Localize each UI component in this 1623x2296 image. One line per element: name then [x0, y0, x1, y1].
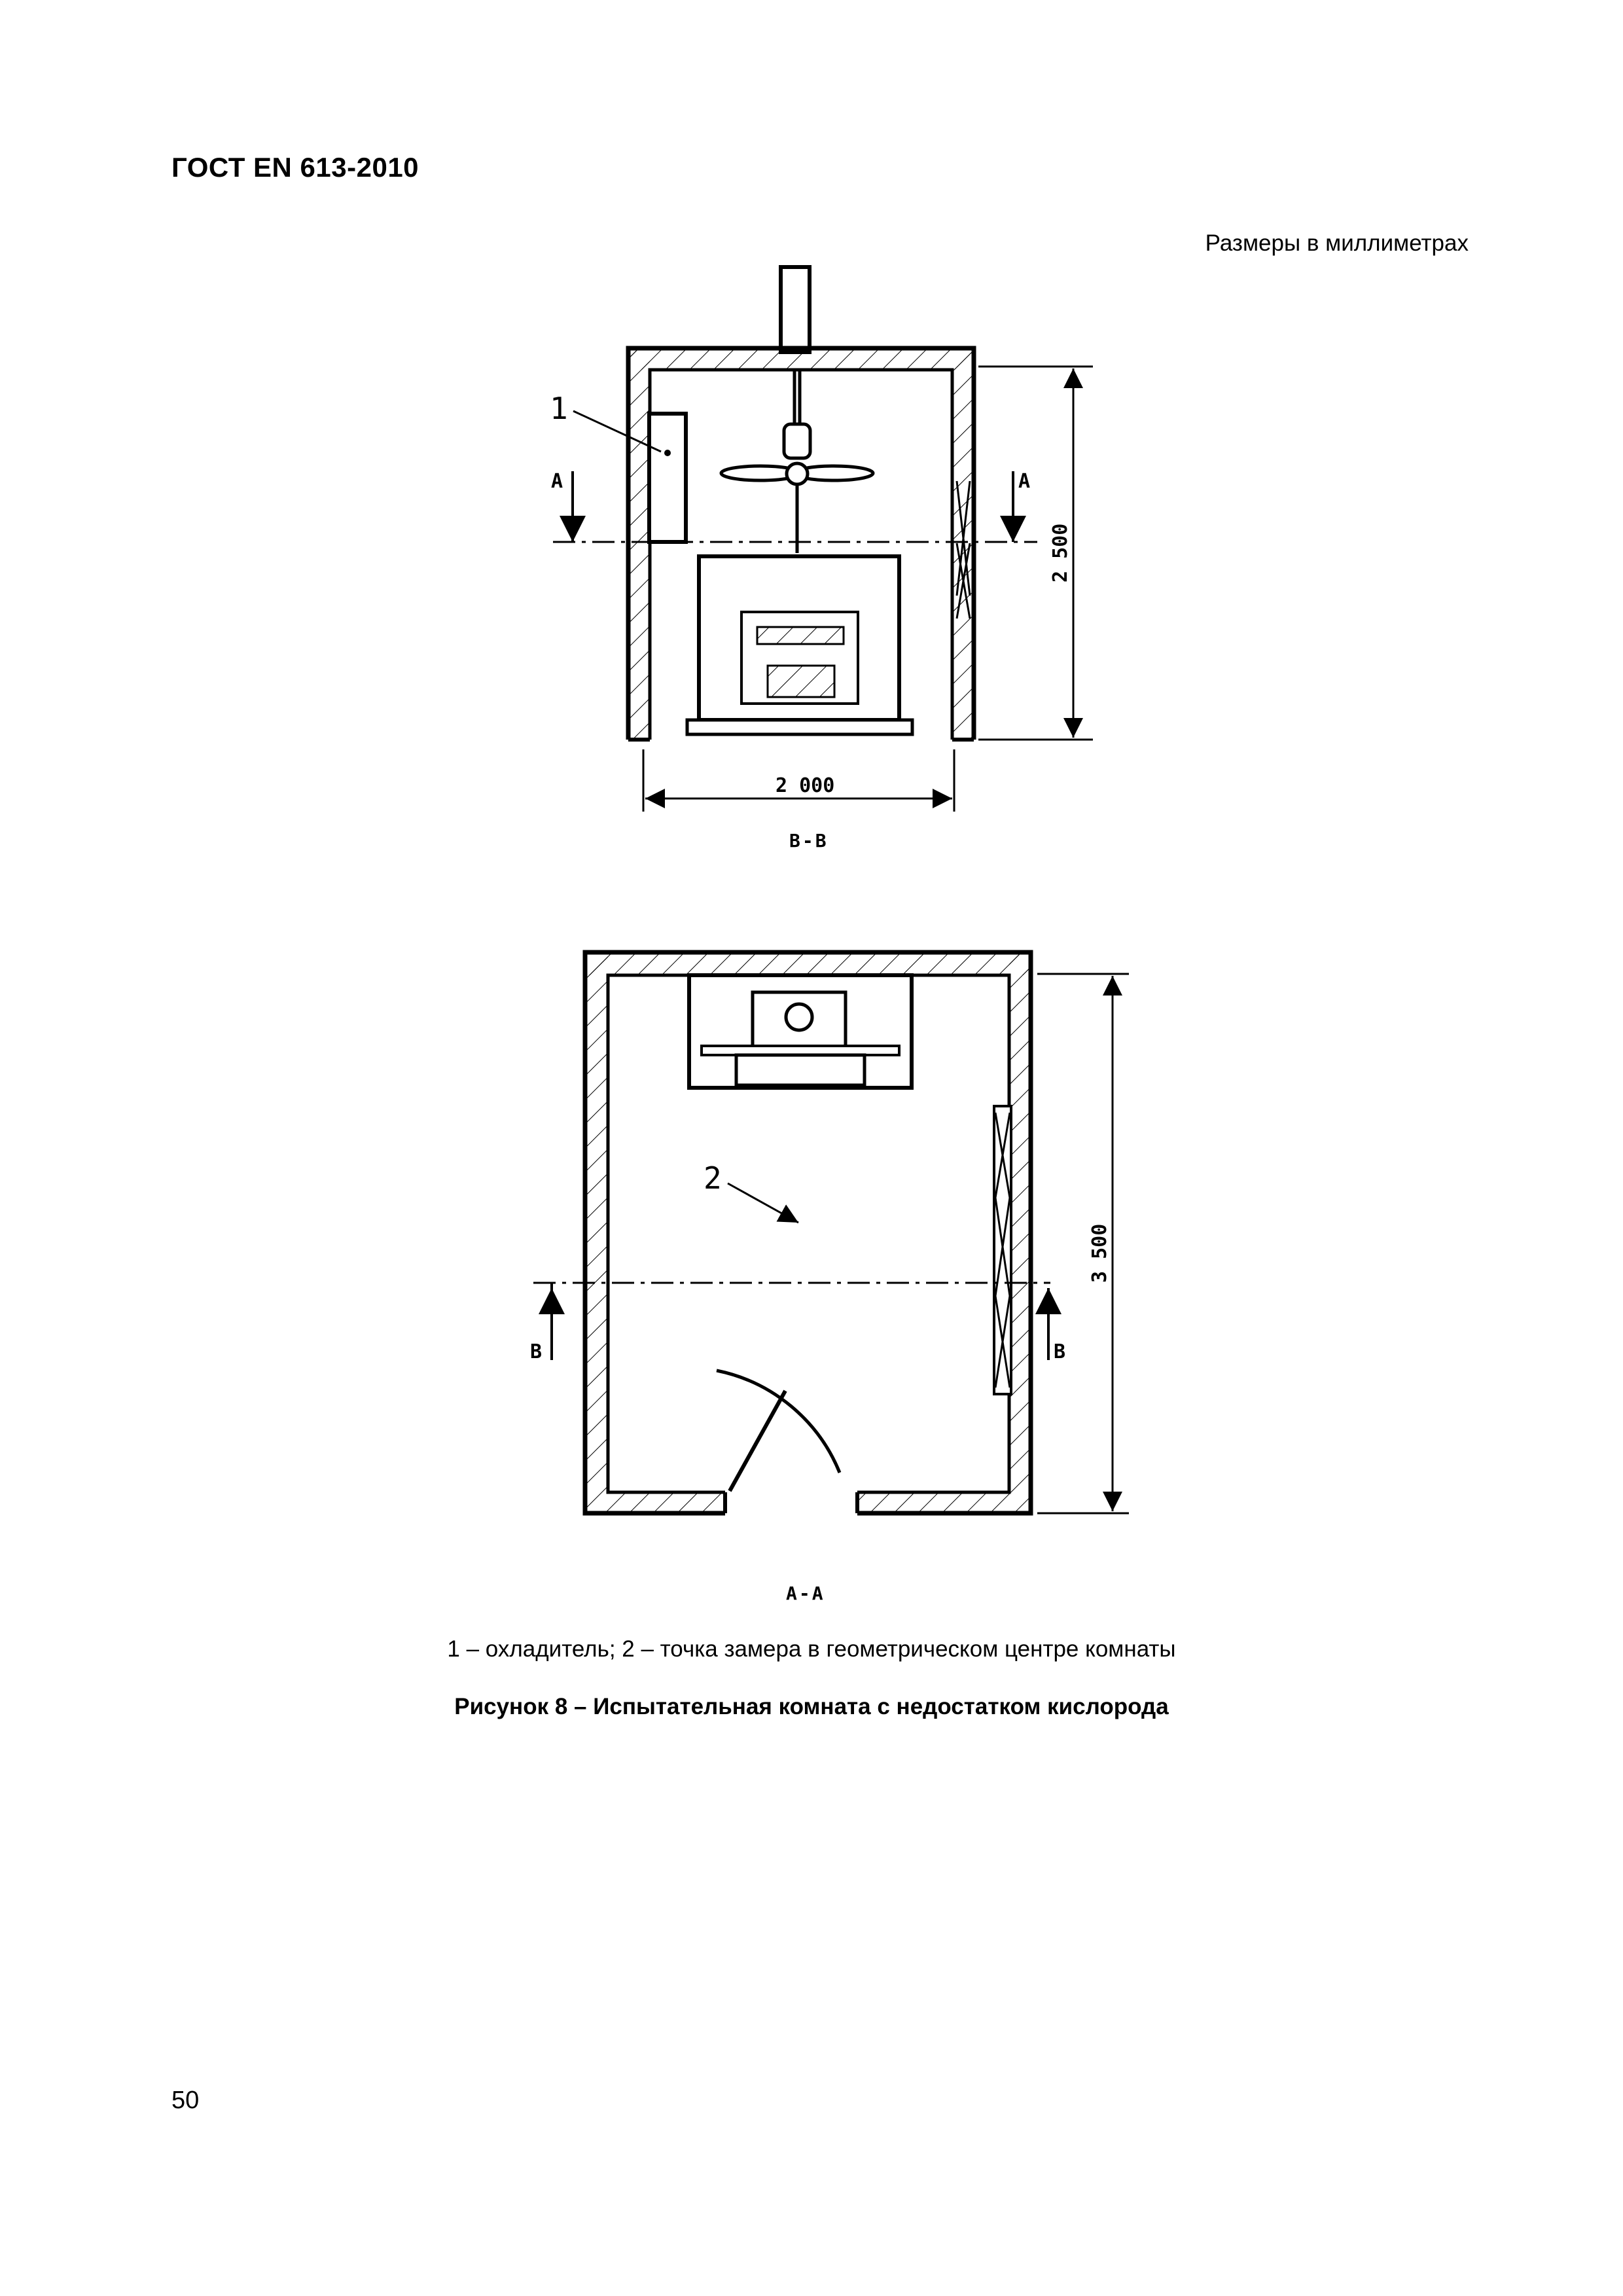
- callout-2: 2: [704, 1160, 722, 1196]
- cooler: [649, 414, 686, 542]
- section-mark-a-right: A: [1018, 470, 1031, 493]
- door-swing: [717, 1371, 840, 1473]
- view-title-b-b: B-B: [789, 830, 829, 852]
- dimension-height-b-label: 2 500: [1049, 523, 1072, 583]
- view-b-b: [550, 267, 1093, 812]
- wall-b-hatch-top: [630, 350, 972, 370]
- appliance-front: [687, 556, 912, 734]
- dimension-height-a-label: 3 500: [1088, 1223, 1111, 1283]
- dimension-height-a: [1037, 974, 1129, 1513]
- figure-legend: 1 – охладитель; 2 – точка замера в геометрическом центре комнаты: [447, 1636, 1176, 1662]
- flue-pipe: [781, 267, 810, 352]
- door-leaf: [730, 1391, 785, 1491]
- document-header: ГОСТ EN 613-2010: [171, 152, 419, 183]
- view-a-a: [530, 952, 1129, 1513]
- section-mark-b-left: B: [530, 1340, 543, 1363]
- ceiling-fan: [721, 370, 873, 553]
- callout-1: 1: [550, 391, 568, 426]
- dimension-height-b: [978, 367, 1093, 740]
- units-note: Размеры в миллиметрах: [1205, 230, 1469, 256]
- appliance-plan: [689, 975, 912, 1088]
- page-number: 50: [171, 2087, 200, 2114]
- section-mark-a-left: A: [551, 470, 563, 493]
- wall-b-hatch-left: [630, 350, 650, 740]
- figure-caption: Рисунок 8 – Испытательная комната с недостатком кислорода: [454, 1694, 1169, 1719]
- dimension-width-label: 2 000: [776, 774, 835, 797]
- view-title-a-a: A-A: [786, 1583, 825, 1604]
- section-mark-b-right: B: [1054, 1340, 1066, 1363]
